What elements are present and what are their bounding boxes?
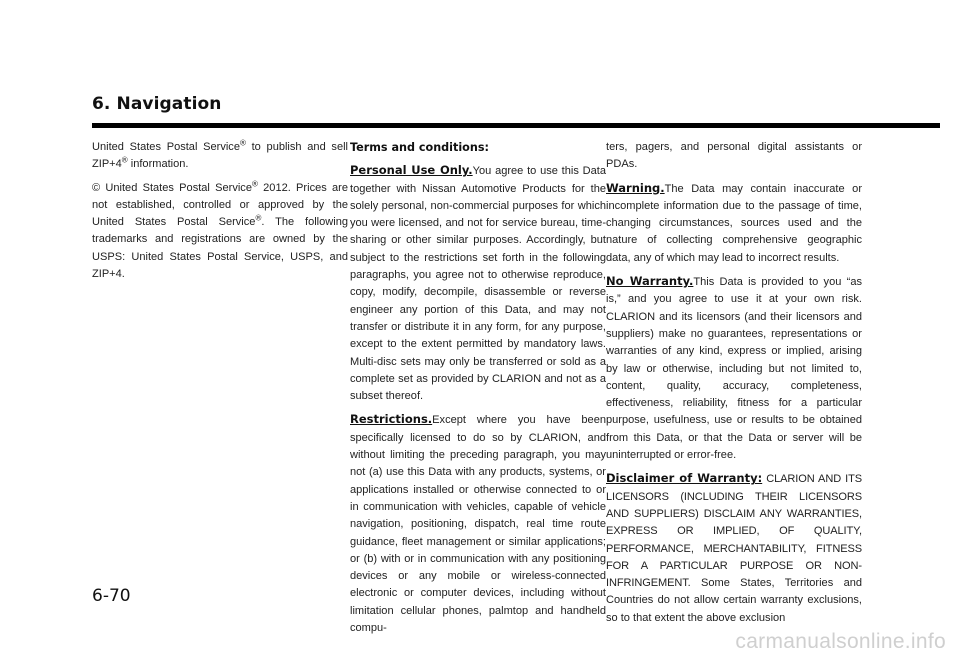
disclaimer-paragraph: Disclaimer of Warranty: CLARION AND ITS LICENSORS (INCLUDING THEIR LICENSORS AND SUPPLIERS) DISCLAIM ANY WARRANTIES, EXPRESS OR IMPLIED, OF QUALITY, PERFORMANCE, MERCHANTABILITY, FITNESS FOR A PARTICULAR PURPOSE OR NON-INFRINGEMENT. Some States, Territories and Countries do not allow certain warranty exclusions, so to that extent the above exclusion: [606, 471, 862, 624]
personal-use-title: Personal Use Only.: [350, 163, 473, 178]
copyright-symbol: ©: [92, 181, 101, 194]
continued-paragraph: ters, pagers, and personal digital assistants or PDAs.: [606, 141, 862, 171]
restrictions-paragraph: Restrictions.Except where you have been specifically licensed to do so by CLARION, and without limiting the preceding paragraph, you may not (a) use this Data with any products, systems, or applications installed or otherwise connected to or in communication with vehicles, capable of vehicle navigation, positioning, dispatch, real time route guidance, fleet management or similar applications; or (b) with or in communication with any positioning devices or any mobile or wireless-connected electronic or computer devices, including without limitation cellular phones, palmtop and handheld compu-: [350, 412, 606, 635]
usps-copyright-paragraph: © United States Postal Service® 2012. Prices are not established, controlled or approved by the United States Postal Service®. The following trademarks and registrations are owned by the USPS: United States Postal Service, USPS, and ZIP+4.: [92, 178, 348, 281]
section-title: 6. Navigation: [92, 94, 222, 114]
warning-title: Warning.: [606, 180, 665, 195]
personal-use-paragraph: Personal Use Only.You agree to use this Data together with Nissan Automotive Products for the solely personal, non-commercial purposes for which you were licensed, and not for service bureau, time-sharing or other similar purposes. Accordingly, but subject to the restrictions set forth in the following paragraphs, you agree not to otherwise reproduce, copy, modify, decompile, disassemble or reverse engineer any portion of this Data, and may not transfer or distribute it in any form, for any purpose, except to the extent permitted by mandatory laws. Multi-disc sets may only be transferred or sold as a complete set as provided by CLARION and not as a subset thereof.: [350, 163, 606, 403]
column-3: [606, 139, 862, 633]
page-number: 6-70: [92, 586, 131, 606]
header-rule: [92, 123, 940, 128]
no-warranty-paragraph: No Warranty.This Data is provided to you “as is,” and you agree to use it at your own risk. CLARION and its licensors (and their licensors and suppliers) make no guarantees, representations or warranties of any kind, express or implied, arising by law or otherwise, including but not limited to, content, quality, accuracy, completeness, effectiveness, reliability, fitness for a particular purpose, usefulness, use or results to be obtained from this Data, or that the Data or server will be uninterrupted or error-free.: [606, 274, 862, 462]
registered-mark: ®: [255, 213, 262, 223]
registered-mark: ®: [251, 178, 258, 188]
registered-mark: ®: [239, 138, 246, 148]
no-warranty-title: No Warranty.: [606, 274, 694, 289]
column-1: [92, 139, 348, 289]
warning-paragraph: Warning.The Data may contain inaccurate or incomplete information due to the passage of time, changing circumstances, sources used and the nature of collecting comprehensive geographic data, any of which may lead to incorrect results.: [606, 180, 862, 264]
column-2: [350, 139, 606, 643]
terms-subheading: Terms and conditions:: [350, 141, 489, 154]
watermark: carmanualsonline.info: [735, 630, 946, 653]
disclaimer-title: Disclaimer of Warranty:: [606, 471, 763, 486]
usps-publish-paragraph: United States Postal Service® to publish and sell ZIP+4® information.: [92, 138, 349, 171]
restrictions-title: Restrictions.: [350, 412, 433, 427]
registered-mark: ®: [121, 155, 128, 165]
